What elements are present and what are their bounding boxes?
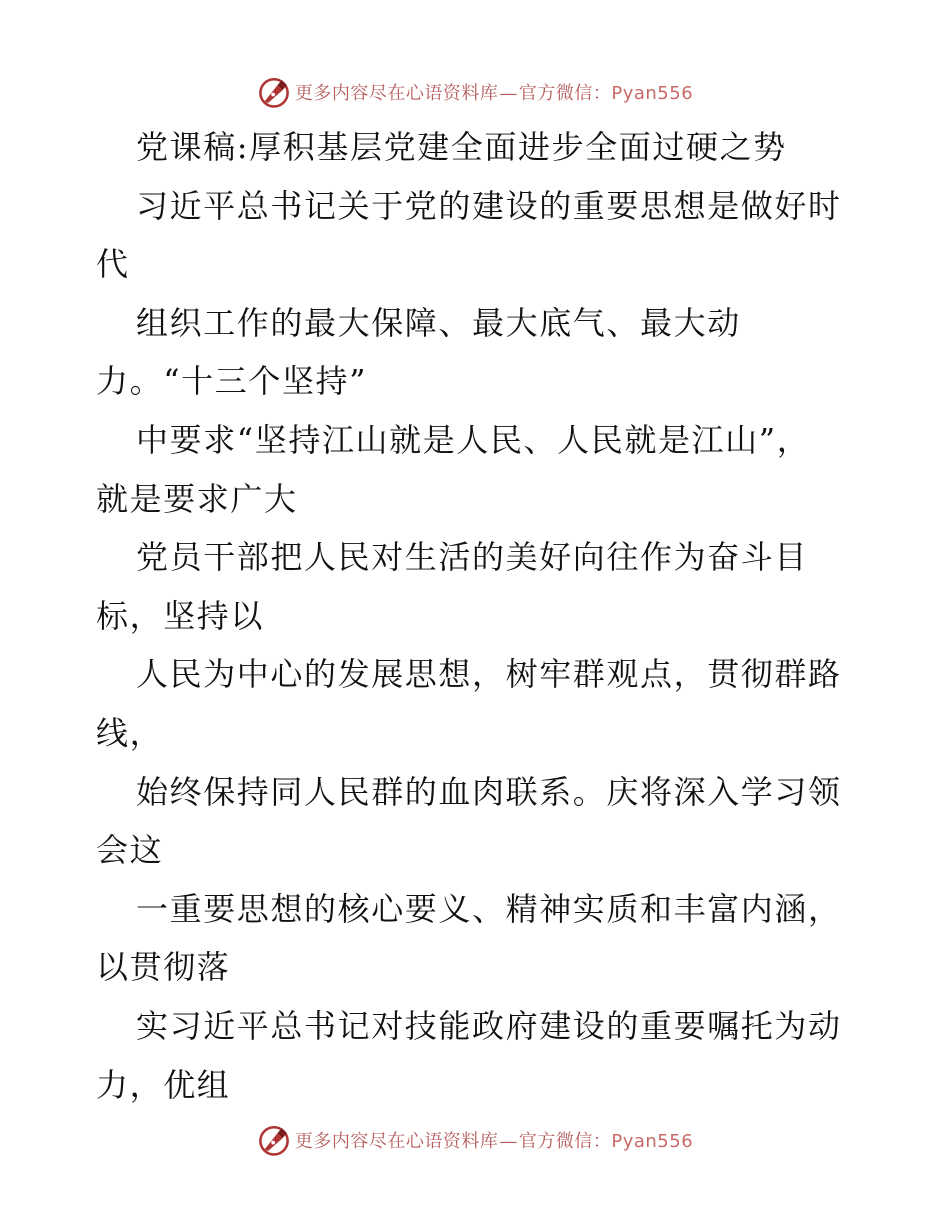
- document-body: [96, 118, 876, 1114]
- text-line: 中要求“坚持江山就是人民、人民就是江山”，: [136, 420, 811, 459]
- text-line: 会这: [96, 831, 164, 870]
- watermark-wechat-id: Pyan556: [611, 83, 694, 104]
- text-line: 力，优组: [96, 1065, 231, 1104]
- pen-nib-logo-icon: [257, 75, 291, 109]
- text-line: 就是要求广大: [96, 479, 298, 518]
- text-line: 代: [96, 245, 130, 284]
- watermark-title: 更多内容尽在心语资料库: [294, 83, 499, 104]
- watermark-title: 更多内容尽在心语资料库: [294, 1131, 499, 1152]
- watermark-text: [295, 1127, 693, 1153]
- watermark-wechat-label: 官方微信：: [518, 1131, 612, 1152]
- text-line: 人民为中心的发展思想，树牢群观点，贯彻群路: [136, 655, 842, 694]
- watermark-wechat-id: Pyan556: [611, 1131, 694, 1152]
- text-line: 实习近平总书记对技能政府建设的重要嘱托为动: [136, 1006, 842, 1045]
- document-title-line: 党课稿:厚积基层党建全面进步全面过硬之势: [136, 128, 787, 166]
- pen-nib-logo-icon: [257, 1123, 291, 1157]
- text-line: 党员干部把人民对生活的美好向往作为奋斗目: [136, 538, 809, 577]
- text-line: 习近平总书记关于党的建设的重要思想是做好时: [136, 186, 842, 225]
- footer-watermark: [0, 1118, 950, 1162]
- header-watermark: [0, 70, 950, 114]
- watermark-separator: —: [499, 1131, 518, 1152]
- watermark-text: [295, 79, 693, 105]
- text-line: 线，: [96, 713, 164, 752]
- text-line: 一重要思想的核心要义、精神实质和丰富内涵，: [136, 889, 842, 928]
- watermark-separator: —: [499, 83, 518, 104]
- text-line: 以贯彻落: [96, 948, 231, 987]
- text-line: 组织工作的最大保障、最大底气、最大动: [136, 303, 741, 342]
- text-line: 标，坚持以: [96, 596, 265, 635]
- text-line: 始终保持同人民群的血肉联系。庆将深入学习领: [136, 772, 842, 811]
- watermark-wechat-label: 官方微信：: [518, 83, 612, 104]
- text-line: 力。“十三个坚持”: [96, 362, 368, 401]
